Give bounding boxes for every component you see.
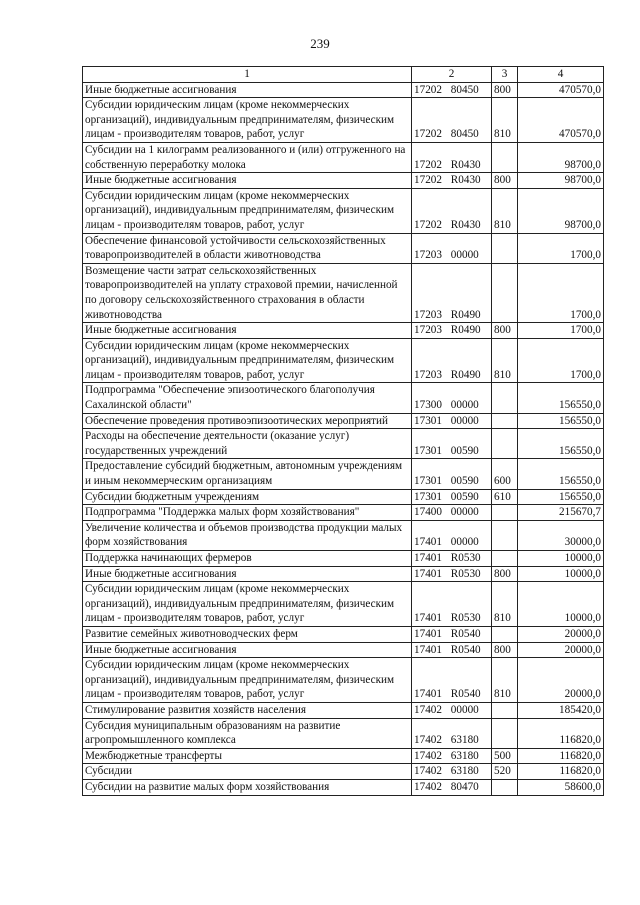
row-expense-type <box>492 142 518 172</box>
row-target-code <box>412 642 492 658</box>
row-expense-type <box>492 626 518 642</box>
table-row <box>83 718 604 748</box>
target-code-part-2: R0530 <box>450 612 481 625</box>
row-target-code <box>412 626 492 642</box>
row-expense-type: 520 <box>492 764 518 780</box>
row-name: Межбюджетные трансферты <box>83 748 412 764</box>
row-name: Предоставление субсидий бюджетным, автономным учреждениям и иным некоммерческим организациям <box>83 459 412 489</box>
row-expense-type: 800 <box>492 642 518 658</box>
row-target-code <box>412 188 492 233</box>
row-target-code <box>412 582 492 627</box>
row-amount: 156550,0 <box>518 413 604 429</box>
row-target-code <box>412 718 492 748</box>
row-amount: 470570,0 <box>518 82 604 98</box>
target-code-part-2: 00590 <box>450 490 479 503</box>
target-code-part-1: 17202 <box>414 83 442 96</box>
target-code-part-2: R0530 <box>450 567 481 580</box>
row-expense-type <box>492 718 518 748</box>
table-row <box>83 233 604 263</box>
row-expense-type <box>492 702 518 718</box>
row-expense-type: 810 <box>492 658 518 703</box>
row-amount: 10000,0 <box>518 582 604 627</box>
row-target-code <box>412 489 492 505</box>
target-code-part-1: 17401 <box>414 552 442 564</box>
table-row <box>83 626 604 642</box>
row-expense-type: 810 <box>492 338 518 383</box>
row-name: Обеспечение финансовой устойчивости сельскохозяйственных товаропроизводителей в области животноводства <box>83 233 412 263</box>
row-amount: 98700,0 <box>518 142 604 172</box>
row-expense-type <box>492 429 518 459</box>
row-name: Иные бюджетные ассигнования <box>83 566 412 582</box>
row-target-code <box>412 764 492 780</box>
target-code-part-1: 17203 <box>414 308 442 321</box>
row-amount: 30000,0 <box>518 520 604 550</box>
target-code-part-2: 00590 <box>450 475 479 488</box>
row-target-code <box>412 173 492 189</box>
row-expense-type: 500 <box>492 748 518 764</box>
row-amount: 98700,0 <box>518 173 604 189</box>
row-target-code <box>412 748 492 764</box>
target-code-part-1: 17301 <box>414 475 442 488</box>
column-header-1: 1 <box>83 67 412 83</box>
row-expense-type: 810 <box>492 98 518 143</box>
target-code-part-2: R0540 <box>450 688 481 701</box>
row-name: Субсидии юридическим лицам (кроме некоммерческих организаций), индивидуальным предпринимателям, физическим лицам - производителям товаров, работ, услуг <box>83 582 412 627</box>
table-row <box>83 748 604 764</box>
row-target-code <box>412 505 492 521</box>
row-target-code <box>412 520 492 550</box>
row-amount: 1700,0 <box>518 233 604 263</box>
row-name: Расходы на обеспечение деятельности (оказание услуг) государственных учреждений <box>83 429 412 459</box>
row-expense-type: 810 <box>492 188 518 233</box>
target-code-part-2: 00590 <box>450 444 479 457</box>
row-name: Подпрограмма "Обеспечение эпизоотического благополучия Сахалинской области" <box>83 383 412 413</box>
row-target-code <box>412 551 492 567</box>
table-row <box>83 429 604 459</box>
target-code-part-2: 00000 <box>450 399 479 412</box>
target-code-part-2: R0430 <box>450 158 481 171</box>
target-code-part-1: 17301 <box>414 490 442 503</box>
target-code-part-1: 17202 <box>414 174 442 187</box>
row-amount: 20000,0 <box>518 626 604 642</box>
target-code-part-1: 17401 <box>414 643 442 656</box>
target-code-part-2: 80470 <box>450 780 479 793</box>
target-code-part-2: 80450 <box>450 128 479 141</box>
target-code-part-2: R0540 <box>450 643 481 656</box>
row-amount: 1700,0 <box>518 323 604 339</box>
table-header-row <box>83 67 604 83</box>
target-code-part-1: 17300 <box>414 399 442 412</box>
row-expense-type: 800 <box>492 82 518 98</box>
row-expense-type: 800 <box>492 566 518 582</box>
table-row <box>83 263 604 322</box>
row-target-code <box>412 429 492 459</box>
row-amount: 1700,0 <box>518 263 604 322</box>
row-name: Субсидии на 1 килограмм реализованного и (или) отгруженного на собственную переработку молока <box>83 142 412 172</box>
row-expense-type: 600 <box>492 459 518 489</box>
row-name: Субсидии юридическим лицам (кроме некоммерческих организаций), индивидуальным предпринимателям, физическим лицам - производителям товаров, работ, услуг <box>83 338 412 383</box>
target-code-part-1: 17301 <box>414 444 442 457</box>
row-name: Субсидия муниципальным образованиям на развитие агропромышленного комплекса <box>83 718 412 748</box>
target-code-part-1: 17203 <box>414 368 442 381</box>
column-header-3: 3 <box>492 67 518 83</box>
target-code-part-2: 63180 <box>450 734 479 747</box>
target-code-part-1: 17203 <box>414 249 442 262</box>
target-code-part-1: 17402 <box>414 734 442 747</box>
table-row <box>83 383 604 413</box>
row-target-code <box>412 233 492 263</box>
row-expense-type: 800 <box>492 323 518 339</box>
target-code-part-1: 17203 <box>414 324 442 337</box>
target-code-part-2: R0530 <box>450 552 481 564</box>
page-number: 239 <box>310 36 330 51</box>
target-code-part-1: 17202 <box>414 128 442 141</box>
table-row <box>83 188 604 233</box>
row-amount: 20000,0 <box>518 642 604 658</box>
row-target-code <box>412 142 492 172</box>
target-code-part-2: R0490 <box>450 368 481 381</box>
row-name: Субсидии юридическим лицам (кроме некоммерческих организаций), индивидуальным предпринимателям, физическим лицам - производителям товаров, работ, услуг <box>83 658 412 703</box>
table-row <box>83 520 604 550</box>
target-code-part-2: R0490 <box>450 308 481 321</box>
table-row <box>83 413 604 429</box>
row-amount: 156550,0 <box>518 459 604 489</box>
row-name: Увеличение количества и объемов производства продукции малых форм хозяйствования <box>83 520 412 550</box>
row-amount: 116820,0 <box>518 718 604 748</box>
row-amount: 470570,0 <box>518 98 604 143</box>
row-amount: 116820,0 <box>518 764 604 780</box>
table-row <box>83 489 604 505</box>
row-name: Субсидии <box>83 764 412 780</box>
target-code-part-2: 00000 <box>450 414 479 427</box>
row-amount: 156550,0 <box>518 429 604 459</box>
row-target-code <box>412 566 492 582</box>
row-name: Субсидии бюджетным учреждениям <box>83 489 412 505</box>
budget-table <box>82 66 604 796</box>
target-code-part-2: 63180 <box>450 749 479 762</box>
target-code-part-1: 17202 <box>414 158 442 171</box>
table-row <box>83 505 604 521</box>
table-row <box>83 323 604 339</box>
row-amount: 215670,7 <box>518 505 604 521</box>
row-target-code <box>412 263 492 322</box>
row-expense-type <box>492 505 518 521</box>
row-expense-type <box>492 551 518 567</box>
row-target-code <box>412 459 492 489</box>
row-expense-type: 810 <box>492 582 518 627</box>
row-target-code <box>412 779 492 795</box>
row-amount: 98700,0 <box>518 188 604 233</box>
target-code-part-2: 00000 <box>450 249 479 262</box>
row-name: Субсидии юридическим лицам (кроме некоммерческих организаций), индивидуальным предпринимателям, физическим лицам - производителям товаров, работ, услуг <box>83 188 412 233</box>
column-header-2: 2 <box>412 67 492 83</box>
row-amount: 1700,0 <box>518 338 604 383</box>
row-target-code <box>412 323 492 339</box>
row-amount: 58600,0 <box>518 779 604 795</box>
target-code-part-2: R0540 <box>450 627 481 640</box>
table-row <box>83 459 604 489</box>
row-expense-type: 610 <box>492 489 518 505</box>
target-code-part-1: 17402 <box>414 703 442 716</box>
target-code-part-1: 17400 <box>414 506 442 519</box>
target-code-part-2: 63180 <box>450 765 479 778</box>
target-code-part-1: 17402 <box>414 780 442 793</box>
row-expense-type <box>492 779 518 795</box>
row-name: Стимулирование развития хозяйств населения <box>83 702 412 718</box>
row-amount: 10000,0 <box>518 566 604 582</box>
target-code-part-1: 17401 <box>414 567 442 580</box>
row-expense-type: 800 <box>492 173 518 189</box>
target-code-part-1: 17401 <box>414 612 442 625</box>
row-name: Поддержка начинающих фермеров <box>83 551 412 567</box>
budget-table-body <box>83 67 604 796</box>
target-code-part-2: 00000 <box>450 506 479 519</box>
row-amount: 156550,0 <box>518 489 604 505</box>
target-code-part-2: 00000 <box>450 703 479 716</box>
row-amount: 20000,0 <box>518 658 604 703</box>
table-row <box>83 338 604 383</box>
row-name: Подпрограмма "Поддержка малых форм хозяйствования" <box>83 505 412 521</box>
row-name: Обеспечение проведения противоэпизоотических мероприятий <box>83 413 412 429</box>
row-expense-type <box>492 413 518 429</box>
target-code-part-2: 80450 <box>450 83 479 96</box>
target-code-part-2: 00000 <box>450 536 479 549</box>
row-amount: 10000,0 <box>518 551 604 567</box>
row-target-code <box>412 98 492 143</box>
row-target-code <box>412 702 492 718</box>
row-name: Субсидии на развитие малых форм хозяйствования <box>83 779 412 795</box>
target-code-part-1: 17401 <box>414 627 442 640</box>
row-name: Иные бюджетные ассигнования <box>83 82 412 98</box>
row-target-code <box>412 413 492 429</box>
table-row <box>83 82 604 98</box>
table-row <box>83 702 604 718</box>
row-expense-type <box>492 520 518 550</box>
target-code-part-1: 17202 <box>414 218 442 231</box>
table-row <box>83 764 604 780</box>
table-row <box>83 642 604 658</box>
target-code-part-2: R0430 <box>450 174 481 187</box>
row-name: Иные бюджетные ассигнования <box>83 642 412 658</box>
row-amount: 156550,0 <box>518 383 604 413</box>
target-code-part-2: R0430 <box>450 218 481 231</box>
row-name: Развитие семейных животноводческих ферм <box>83 626 412 642</box>
row-target-code <box>412 82 492 98</box>
row-target-code <box>412 383 492 413</box>
table-row <box>83 779 604 795</box>
table-row <box>83 98 604 143</box>
row-amount: 116820,0 <box>518 748 604 764</box>
row-name: Иные бюджетные ассигнования <box>83 173 412 189</box>
target-code-part-1: 17402 <box>414 765 442 778</box>
row-target-code <box>412 338 492 383</box>
table-row <box>83 551 604 567</box>
target-code-part-1: 17401 <box>414 688 442 701</box>
target-code-part-1: 17402 <box>414 749 442 762</box>
row-name: Субсидии юридическим лицам (кроме некоммерческих организаций), индивидуальным предпринимателям, физическим лицам - производителям товаров, работ, услуг <box>83 98 412 143</box>
column-header-4: 4 <box>518 67 604 83</box>
row-expense-type <box>492 233 518 263</box>
table-row <box>83 566 604 582</box>
row-name: Возмещение части затрат сельскохозяйственных товаропроизводителей на уплату страховой премии, начисленной по договору сельскохозяйственного страхования в области животноводства <box>83 263 412 322</box>
table-row <box>83 658 604 703</box>
row-name: Иные бюджетные ассигнования <box>83 323 412 339</box>
row-expense-type <box>492 383 518 413</box>
row-amount: 185420,0 <box>518 702 604 718</box>
target-code-part-1: 17401 <box>414 536 442 549</box>
target-code-part-1: 17301 <box>414 414 442 427</box>
table-row <box>83 142 604 172</box>
row-expense-type <box>492 263 518 322</box>
row-target-code <box>412 658 492 703</box>
table-row <box>83 582 604 627</box>
target-code-part-2: R0490 <box>450 324 481 337</box>
table-row <box>83 173 604 189</box>
